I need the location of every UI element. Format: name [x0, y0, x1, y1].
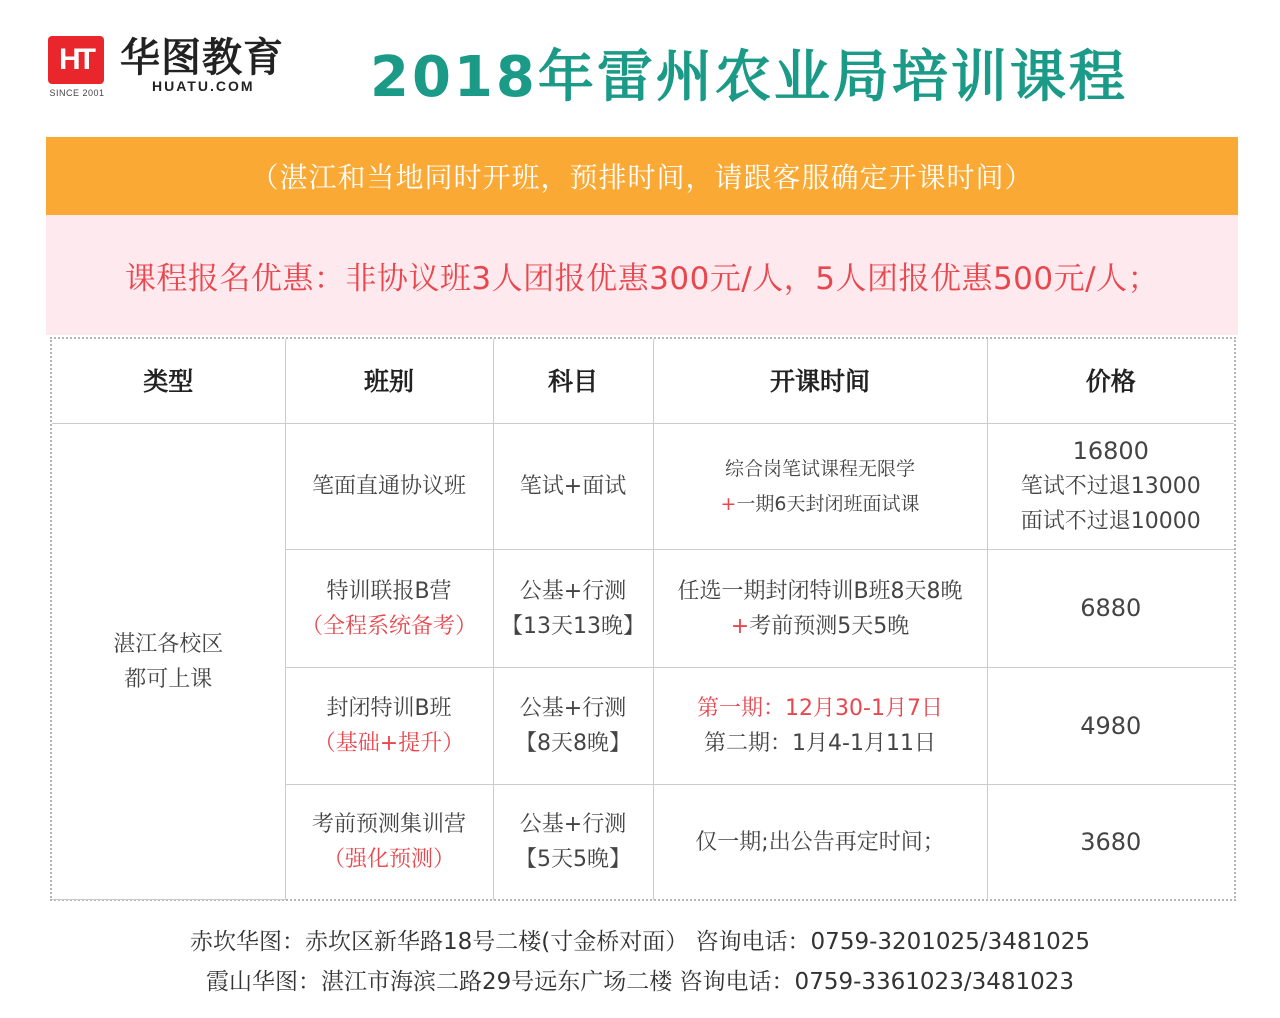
schedule-cell: 任选一期封闭特训B班8天8晚 +考前预测5天5晚 — [653, 550, 987, 668]
subject-cell: 公基+行测 【8天8晚】 — [493, 668, 653, 785]
type-cell: 湛江各校区 都可上课 — [52, 424, 285, 900]
header-schedule: 开课时间 — [653, 339, 987, 424]
logo-name-cn: 华图教育 — [120, 35, 284, 81]
class-name-cell: 考前预测集训营 （强化预测） — [285, 785, 493, 900]
table-header-row — [52, 339, 1234, 424]
price-cell: 16800 笔试不过退13000 面试不过退10000 — [987, 424, 1234, 550]
schedule-cell: 第一期：12月30-1月7日 第二期：1月4-1月11日 — [653, 668, 987, 785]
footer-contacts — [0, 922, 1280, 1002]
subject-cell: 公基+行测 【13天13晚】 — [493, 550, 653, 668]
logo-name-en: HUATU.COM — [152, 78, 255, 94]
footer-address-xiashan: 霞山华图：湛江市海滨二路29号远东广场二楼 咨询电话：0759-3361023/3481023 — [205, 969, 1075, 995]
discount-banner: 课程报名优惠：非协议班3人团报优惠300元/人，5人团报优惠500元/人； — [46, 215, 1238, 335]
price-cell: 4980 — [987, 668, 1234, 785]
schedule-notice-banner: （湛江和当地同时开班，预排时间，请跟客服确定开课时间） — [46, 137, 1238, 215]
class-name-cell: 特训联报B营 （全程系统备考） — [285, 550, 493, 668]
subject-cell: 笔试+面试 — [493, 424, 653, 550]
schedule-cell: 综合岗笔试课程无限学 +一期6天封闭班面试课 — [653, 424, 987, 550]
footer-address-chikan: 赤坎华图：赤坎区新华路18号二楼(寸金桥对面） 咨询电话：0759-3201025/3481025 — [190, 929, 1090, 955]
price-cell: 3680 — [987, 785, 1234, 900]
table-row — [52, 424, 1234, 550]
huatu-logo-icon: HT — [48, 36, 104, 84]
header — [0, 0, 1280, 130]
schedule-cell: 仅一期;出公告再定时间； — [653, 785, 987, 900]
header-subject: 科目 — [493, 339, 653, 424]
page-title: 2018年雷州农业局培训课程 — [370, 45, 1128, 110]
subject-cell: 公基+行测 【5天5晚】 — [493, 785, 653, 900]
price-cell: 6880 — [987, 550, 1234, 668]
header-class: 班别 — [285, 339, 493, 424]
course-table — [50, 337, 1236, 901]
class-name-cell: 封闭特训B班 （基础+提升） — [285, 668, 493, 785]
header-price: 价格 — [987, 339, 1234, 424]
header-type: 类型 — [52, 339, 285, 424]
logo-since-text: SINCE 2001 — [49, 88, 105, 98]
class-name-cell: 笔面直通协议班 — [285, 424, 493, 550]
